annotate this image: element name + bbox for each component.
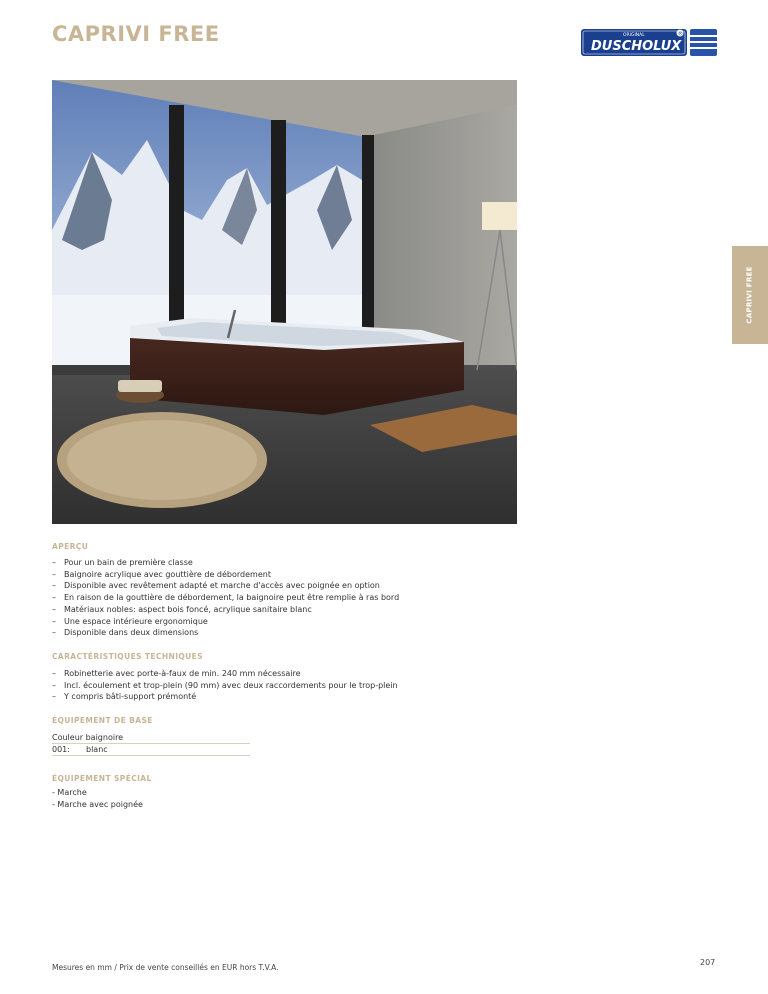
page-title: CAPRIVI FREE <box>52 22 220 46</box>
logo-brand-text: DUSCHOLUX <box>591 39 682 54</box>
base-equipment-table <box>52 732 250 756</box>
product-photo <box>52 80 517 524</box>
table-row <box>52 744 250 756</box>
list-item: – Disponible dans deux dimensions <box>52 627 399 639</box>
list-item: – Baignoire acrylique avec gouttière de débordement <box>52 569 399 581</box>
side-tab-label: CAPRIVI FREE <box>746 266 755 324</box>
list-item: – Disponible avec revêtement adapté et marche d'accès avec poignée en option <box>52 580 399 592</box>
list-item: – Y compris bâti-support prémonté <box>52 691 398 703</box>
logo-top-text: ORIGINAL <box>623 33 645 38</box>
list-item: - Marche <box>52 788 87 797</box>
footer-note: Mesures en mm / Prix de vente conseillés en EUR hors T.V.A. <box>52 963 279 972</box>
color-code: 001: <box>52 745 70 754</box>
list-item: – Incl. écoulement et trop-plein (90 mm) avec deux raccordements pour le trop-plein <box>52 680 398 692</box>
special-equipment-list <box>52 787 143 810</box>
list-item: - Marche avec poignée <box>52 799 143 809</box>
logo-registered-mark: ® <box>677 31 684 38</box>
overview-heading: APERÇU <box>52 542 89 551</box>
color-label: Couleur baignoire <box>52 733 124 742</box>
list-item: – En raison de la gouttière de débordement, la baignoire peut être remplie à ras bord <box>52 592 399 604</box>
list-item: – Robinetterie avec porte-à-faux de min. 240 mm nécessaire <box>52 668 398 680</box>
duscholux-logo <box>581 26 717 58</box>
table-row <box>52 732 250 744</box>
technical-heading: CARACTÉRISTIQUES TECHNIQUES <box>52 652 203 661</box>
base-equipment-heading: ÉQUIPEMENT DE BASE <box>52 716 153 725</box>
color-value: blanc <box>86 745 108 754</box>
technical-list <box>52 668 398 703</box>
list-item: – Une espace intérieure ergonomique <box>52 616 399 628</box>
list-item: – Matériaux nobles: aspect bois foncé, acrylique sanitaire blanc <box>52 604 399 616</box>
special-equipment-heading: ÉQUIPEMENT SPÉCIAL <box>52 774 152 783</box>
page-number: 207 <box>700 958 716 967</box>
list-item: – Pour un bain de première classe <box>52 557 399 569</box>
side-tab <box>732 246 768 344</box>
overview-list <box>52 557 399 639</box>
